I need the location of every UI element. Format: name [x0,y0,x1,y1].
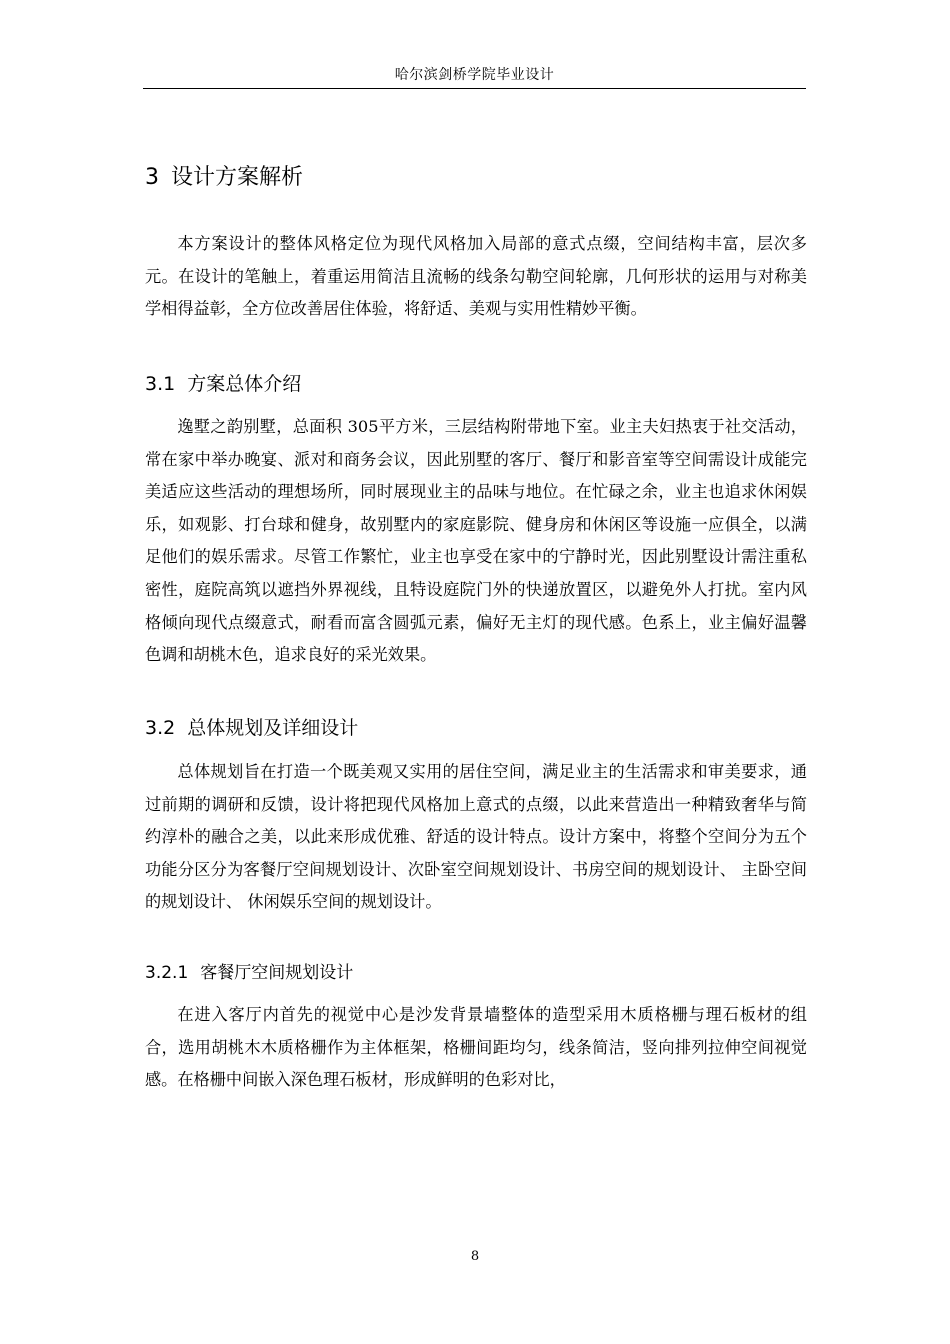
section-3-1-number: 3.1 [145,373,176,395]
chapter-intro-paragraph: 本方案设计的整体风格定位为现代风格加入局部的意式点缀，空间结构丰富，层次多元。在设计的笔触上，着重运用简洁且流畅的线条勾勒空间轮廓，几何形状的运用与对称美学相得益彰，全方位改善居住体验，将舒适、美观与实用性精妙平衡。 [145,234,807,319]
section-3-2-1-paragraph: 在进入客厅内首先的视觉中心是沙发背景墙整体的造型采用木质格栅与理石板材的组合，选用胡桃木木质格栅作为主体框架，格栅间距均匀，线条简洁，竖向排列拉伸空间视觉感。在格栅中间嵌入深色理石板材，形成鲜明的色彩对比， [145,1005,807,1090]
section-3-2-heading [145,714,358,742]
section-3-1-paragraph: 逸墅之韵别墅，总面积 305平方米，三层结构附带地下室。业主夫妇热衷于社交活动，常在家中举办晚宴、派对和商务会议，因此别墅的客厅、餐厅和影音室等空间需设计成能完美适应这些活动的理想场所，同时展现业主的品味与地位。在忙碌之余，业主也追求休闲娱乐，如观影、打台球和健身，故别墅内的家庭影院、健身房和休闲区等设施一应俱全，以满足他们的娱乐需求。尽管工作繁忙，业主也享受在家中的宁静时光，因此别墅设计需注重私密性，庭院高筑以遮挡外界视线，且特设庭院门外的快递放置区，以避免外人打扰。室内风格倾向现代点缀意式，耐看而富含圆弧元素，偏好无主灯的现代感。色系上，业主偏好温馨色调和胡桃木色，追求良好的采光效果。 [145,417,807,665]
page-header: 哈尔滨剑桥学院毕业设计 [394,67,555,83]
chapter-title [145,163,303,193]
page-number: 8 [470,1249,480,1264]
section-3-1-heading [145,370,301,398]
header-divider [143,88,806,89]
section-3-2-1-title: 客餐厅空间规划设计 [200,963,354,983]
section-3-1-title: 方案总体介绍 [187,373,302,395]
chapter-title-text: 设计方案解析 [171,165,304,190]
chapter-number: 3 [145,165,159,190]
section-3-2-1-number: 3.2.1 [145,963,189,983]
section-3-2-paragraph: 总体规划旨在打造一个既美观又实用的居住空间，满足业主的生活需求和审美要求，通过前期的调研和反馈，设计将把现代风格加上意式的点缀，以此来营造出一种精致奢华与简约淳朴的融合之美，以此来形成优雅、舒适的设计特点。设计方案中，将整个空间分为五个功能分区分为客餐厅空间规划设计、次卧室空间规划设计、书房空间的规划设计、 主卧空间的规划设计、 休闲娱乐空间的规划设计。 [145,762,807,912]
section-3-2-1-heading [145,960,353,986]
section-3-2-number: 3.2 [145,717,176,739]
section-3-2-title: 总体规划及详细设计 [187,717,359,739]
